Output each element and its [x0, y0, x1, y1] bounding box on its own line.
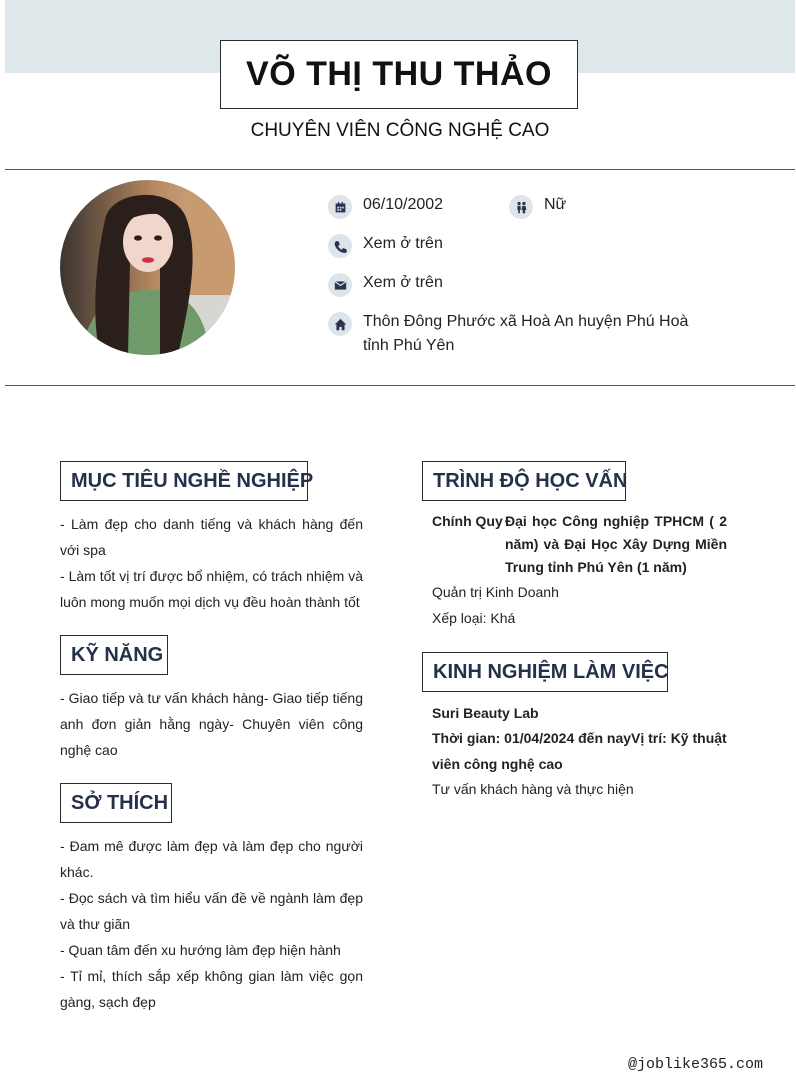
hobbies-title: SỞ THÍCH: [71, 791, 169, 814]
email-value: Xem ở trên: [363, 274, 443, 291]
divider-bottom: [5, 385, 795, 386]
objective-title: MỤC TIÊU NGHỀ NGHIỆP: [71, 469, 314, 492]
education-title: TRÌNH ĐỘ HỌC VẤN: [433, 469, 628, 492]
candidate-name: VÕ THỊ THU THẢO: [246, 55, 552, 93]
skills-text: - Giao tiếp và tư vấn khách hàng- Giao tiếp tiếng anh đơn giản hằng ngày- Chuyên viên công nghệ cao: [60, 690, 363, 758]
objective-line-1: - Làm đẹp cho danh tiếng và khách hàng đến với spa: [60, 516, 363, 558]
calendar-icon: [328, 195, 352, 219]
birthday-row: [328, 196, 443, 219]
skills-heading: [60, 635, 168, 675]
hobby-line-1: - Đam mê được làm đẹp và làm đẹp cho người khác.: [60, 838, 363, 880]
education-heading: [422, 461, 626, 501]
mail-icon: [328, 273, 352, 297]
experience-company: Suri Beauty Lab: [432, 705, 539, 721]
hobbies-heading: [60, 783, 172, 823]
hobbies-text: [60, 833, 363, 1015]
experience-heading: [422, 652, 668, 692]
home-icon: [328, 312, 352, 336]
education-major: Quản trị Kinh Doanh: [432, 584, 559, 600]
skills-title: KỸ NĂNG: [71, 643, 164, 666]
birthday-value: 06/10/2002: [363, 196, 444, 213]
education-mode: Chính Quy: [432, 513, 503, 529]
hobby-line-3: - Quan tâm đến xu hướng làm đẹp hiện hành: [60, 942, 341, 958]
address-value: [363, 310, 688, 358]
education-school: Đại học Công nghiệp TPHCM ( 2 năm) và Đại Học Xây Dựng Miền Trung tỉnh Phú Yên (1 năm): [505, 513, 727, 575]
phone-icon: [328, 234, 352, 258]
gender-row: [509, 196, 566, 219]
phone-value: Xem ở trên: [363, 235, 443, 252]
education-entry: [432, 510, 727, 579]
avatar: [60, 180, 235, 355]
hobby-line-2: - Đọc sách và tìm hiểu vấn đề về ngành làm đẹp và thư giãn: [60, 890, 363, 932]
objective-heading: [60, 461, 314, 501]
people-icon: [509, 195, 533, 219]
experience-description: Tư vấn khách hàng và thực hiện: [432, 781, 634, 797]
experience-title: KINH NGHIỆM LÀM VIỆC: [433, 660, 669, 683]
education-rank: Xếp loại: Khá: [432, 610, 516, 626]
watermark: @joblike365.com: [628, 1056, 764, 1073]
phone-row: [328, 235, 443, 258]
address-line-1: Thôn Đông Phước xã Hoà An huyện Phú Hoà: [363, 313, 689, 330]
address-row: [328, 313, 688, 358]
job-title: CHUYÊN VIÊN CÔNG NGHỆ CAO: [250, 120, 550, 141]
name-box: [220, 40, 578, 109]
divider-top: [5, 169, 795, 170]
email-row: [328, 274, 443, 297]
address-line-2: tỉnh Phú Yên: [363, 337, 455, 354]
objective-line-2: - Làm tốt vị trí được bổ nhiệm, có trách nhiệm và luôn mong muốn mọi dịch vụ đều hoàn thành tốt: [60, 568, 363, 610]
hobby-line-4: - Tỉ mỉ, thích sắp xếp không gian làm việc gọn gàng, sạch đẹp: [60, 968, 363, 1010]
gender-value: Nữ: [544, 196, 567, 213]
experience-period: Thời gian: 01/04/2024 đến nayVị trí: Kỹ thuật viên công nghệ cao: [432, 730, 727, 772]
objective-text: [60, 511, 363, 615]
